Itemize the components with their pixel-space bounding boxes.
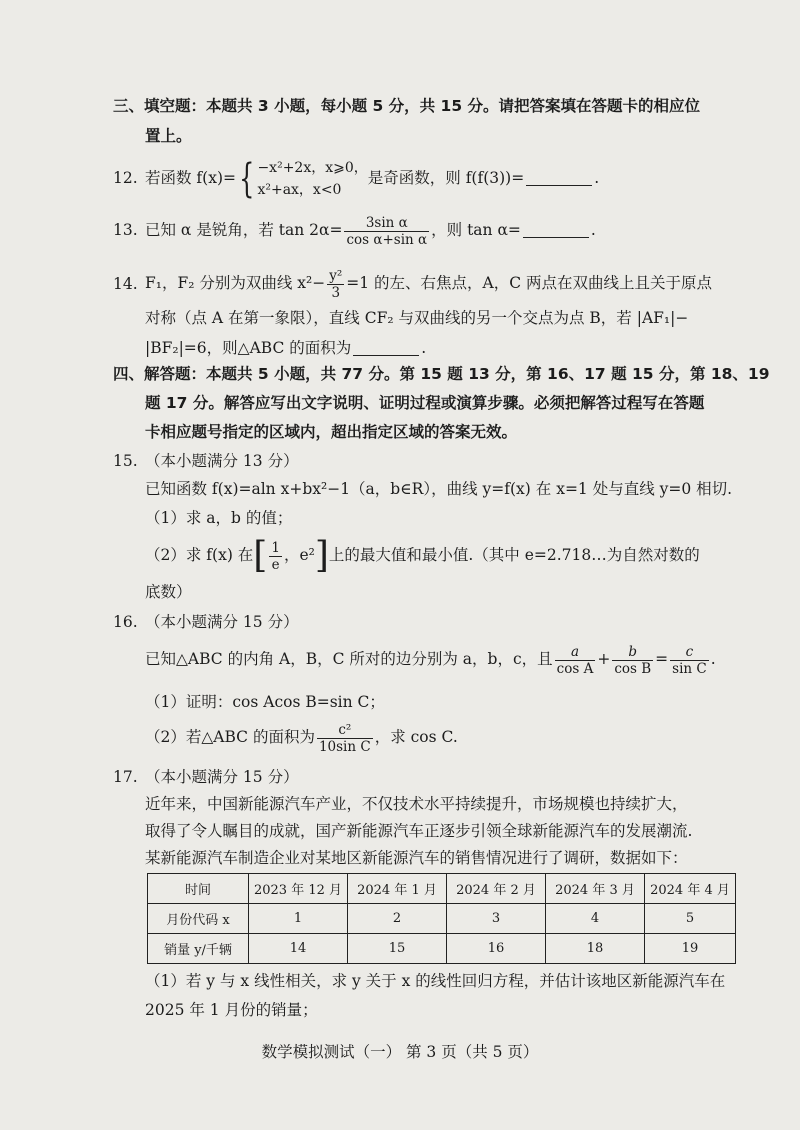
q15-part2-c: 上的最大值和最小值.（其中 e=2.718…为自然对数的 <box>328 546 700 564</box>
q16-fraction-2 <box>612 644 653 677</box>
table-cell: 19 <box>645 934 736 964</box>
q15-numerator: 1 <box>271 539 280 556</box>
q12-number: 12. <box>113 169 138 187</box>
q15-right-bracket: ] <box>314 535 329 576</box>
q14-answer-blank <box>353 339 419 356</box>
q15-line4: 底数） <box>145 583 192 601</box>
table-cell: 15 <box>348 934 447 964</box>
q17-heading: （本小题满分 15 分） <box>145 768 299 786</box>
q16-part2-a: （2）若△ABC 的面积为 <box>145 728 315 746</box>
q15-heading: （本小题满分 13 分） <box>145 452 299 470</box>
q13-numerator: 3sin α <box>365 214 408 231</box>
table-cell: 月份代码 x <box>148 904 249 934</box>
q17-part1-line1: （1）若 y 与 x 线性相关，求 y 关于 x 的线性回归方程，并估计该地区新能源汽车在 <box>145 972 726 990</box>
table-cell: 销量 y/千辆 <box>148 934 249 964</box>
page-footer: 数学模拟测试（一） 第 3 页（共 5 页） <box>261 1043 539 1061</box>
q12-answer-blank <box>526 169 592 186</box>
table-cell: 1 <box>249 904 348 934</box>
q17-sales-table <box>147 873 736 964</box>
q16-plus: + <box>597 650 611 668</box>
q14-numerator: y² <box>329 267 343 284</box>
q14-number: 14. <box>113 275 138 293</box>
q16-f1-num: a <box>570 643 580 660</box>
q17-part1-line2: 2025 年 1 月份的销量； <box>145 1001 318 1019</box>
table-cell: 3 <box>447 904 546 934</box>
table-cell: 2023 年 12 月 <box>249 874 348 904</box>
q16-heading: （本小题满分 15 分） <box>145 613 299 631</box>
q17-paragraph-line1: 近年来，中国新能源汽车产业，不仅技术水平持续提升，市场规模也持续扩大， <box>145 795 688 813</box>
q14-line1-b: =1 的左、右焦点，A，C 两点在双曲线上且关于原点 <box>346 274 713 292</box>
q14-line1 <box>145 258 712 308</box>
table-cell: 4 <box>546 904 645 934</box>
q16-f3-den: sin C <box>672 660 707 677</box>
q13-answer-blank <box>523 221 589 238</box>
q15-part2-b: ，e² <box>283 546 315 564</box>
q16-line1-a: 已知△ABC 的内角 A，B，C 所对的边分别为 a，b，c，且 <box>145 650 553 668</box>
q16-part1: （1）证明：cos Acos B=sin C； <box>145 693 385 711</box>
q12-post: 是奇函数，则 f(f(3))= <box>367 169 525 187</box>
q13-post: ，则 tan α= <box>431 221 521 239</box>
q16-f4-den: 10sin C <box>318 738 371 755</box>
q16-f4-num: c² <box>338 721 352 738</box>
table-cell: 5 <box>645 904 736 934</box>
q16-f2-den: cos B <box>614 660 652 677</box>
table-cell: 14 <box>249 934 348 964</box>
q14-line1-a: F₁，F₂ 分别为双曲线 x²− <box>145 274 326 292</box>
table-cell: 2 <box>348 904 447 934</box>
q12-brace: { <box>239 156 255 202</box>
q16-f2-num: b <box>628 643 638 660</box>
q16-equals: = <box>655 650 669 668</box>
q16-number: 16. <box>113 613 138 631</box>
section-3-title-line2: 置上。 <box>145 127 192 145</box>
q13-number: 13. <box>113 221 138 239</box>
q16-f3-num: c <box>685 643 694 660</box>
section-4-title-line3: 卡相应题号指定的区域内，超出指定区域的答案无效。 <box>145 423 518 441</box>
table-cell: 时间 <box>148 874 249 904</box>
q14-line3-text: |BF₂|=6，则△ABC 的面积为 <box>145 339 352 357</box>
q15-number: 15. <box>113 452 138 470</box>
q16-f1-den: cos A <box>556 660 594 677</box>
section-4-title-line2: 题 17 分。解答应写出文字说明、证明过程或演算步骤。必须把解答过程写在答题 <box>145 394 705 412</box>
table-cell: 2024 年 1 月 <box>348 874 447 904</box>
q17-number: 17. <box>113 768 138 786</box>
q12-text <box>145 150 599 206</box>
q13-fraction <box>344 215 429 248</box>
table-cell: 16 <box>447 934 546 964</box>
q14-denominator: 3 <box>327 284 344 301</box>
q16-part2 <box>145 714 458 760</box>
table-cell: 2024 年 3 月 <box>546 874 645 904</box>
q13-denominator: cos α+sin α <box>346 231 428 248</box>
q15-part2-a: （2）求 f(x) 在 <box>145 546 254 564</box>
q12-end: . <box>594 169 600 187</box>
q12-pre: 若函数 f(x)= <box>145 169 236 187</box>
q16-fraction-1 <box>555 644 596 677</box>
section-4-title-line1: 四、解答题：本题共 5 小题，共 77 分。第 15 题 13 分，第 16、17 题 15 分，第 18、19 <box>113 365 770 383</box>
q15-fraction <box>269 540 282 573</box>
section-3-title-line1: 三、填空题：本题共 3 小题，每小题 5 分，共 15 分。请把答案填在答题卡的相应位 <box>113 97 701 115</box>
q15-left-bracket: [ <box>253 535 268 576</box>
table-cell: 2024 年 2 月 <box>447 874 546 904</box>
table-row <box>148 874 736 904</box>
q12-piece-1: −x²+2x，x⩾0， <box>257 160 368 176</box>
table-cell: 18 <box>546 934 645 964</box>
q16-line1 <box>145 636 716 682</box>
q14-line2: 对称（点 A 在第一象限），直线 CF₂ 与双曲线的另一个交点为点 B，若 |AF₁|− <box>145 309 689 327</box>
q17-paragraph-line2: 取得了令人瞩目的成就，国产新能源汽车正逐步引领全球新能源汽车的发展潮流. <box>145 822 693 840</box>
q14-end: . <box>421 339 427 357</box>
table-cell: 2024 年 4 月 <box>645 874 736 904</box>
q15-denominator: e <box>269 556 282 573</box>
q16-fraction-4 <box>317 722 373 755</box>
table-row <box>148 934 736 964</box>
q16-part2-b: ，求 cos C. <box>374 728 458 746</box>
q16-fraction-3 <box>670 644 709 677</box>
q14-fraction <box>327 268 344 301</box>
q13-end: . <box>590 221 596 239</box>
q16-line1-end: . <box>710 650 716 668</box>
q12-piece-2: x²+ax，x<0 <box>257 182 342 198</box>
table-row <box>148 904 736 934</box>
q14-line3 <box>145 336 426 360</box>
q15-part1: （1）求 a，b 的值； <box>145 509 293 527</box>
q12-piecewise <box>257 157 367 201</box>
q13-pre: 已知 α 是锐角，若 tan 2α= <box>145 221 343 239</box>
q17-paragraph-line3: 某新能源汽车制造企业对某地区新能源汽车的销售情况进行了调研，数据如下： <box>145 849 688 867</box>
q15-line1: 已知函数 f(x)=aln x+bx²−1（a，b∈R），曲线 y=f(x) 在 x=1 处与直线 y=0 相切. <box>145 480 733 498</box>
q13-text <box>145 206 596 254</box>
q15-part2 <box>145 532 700 578</box>
